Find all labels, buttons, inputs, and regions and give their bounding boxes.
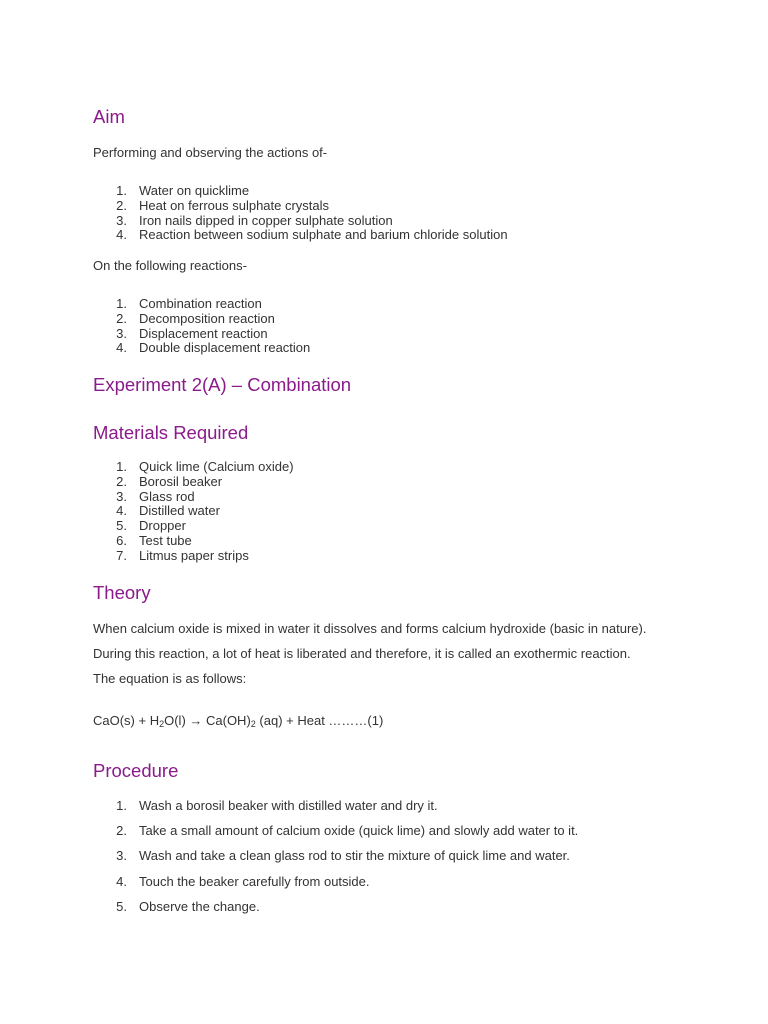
list-number: 5. <box>116 518 127 534</box>
aim-intro: Performing and observing the actions of- <box>93 145 328 160</box>
list-item-text: Double displacement reaction <box>139 340 311 356</box>
equation-part: O(l) → Ca(OH) <box>164 713 251 728</box>
list-number: 1. <box>116 798 127 813</box>
procedure-heading: Procedure <box>93 760 179 781</box>
list-number: 4. <box>116 873 127 889</box>
equation-subscript: 2 <box>159 719 165 729</box>
theory-heading: Theory <box>93 582 151 603</box>
list-item-text: Quick lime (Calcium oxide) <box>139 459 294 474</box>
list-number: 3. <box>116 848 127 864</box>
equation-part: CaO(s) + H <box>93 713 160 728</box>
list-item-text: Glass rod <box>139 488 195 504</box>
list-item-text: Touch the beaker carefully from outside. <box>139 873 370 889</box>
list-item-text: Observe the change. <box>139 898 260 914</box>
list-number: 1. <box>116 459 127 474</box>
list-number: 3. <box>116 488 127 504</box>
list-number: 2. <box>116 823 127 839</box>
list-item-text: Test tube <box>139 532 192 548</box>
list-item-text: Take a small amount of calcium oxide (quick lime) and slowly add water to it. <box>139 823 579 839</box>
list-item-text: Wash and take a clean glass rod to stir the mixture of quick lime and water. <box>139 848 570 864</box>
list-number: 2. <box>116 310 127 326</box>
theory-line: The equation is as follows: <box>93 671 247 686</box>
list-number: 2. <box>116 473 127 489</box>
list-number: 5. <box>116 898 127 914</box>
list-item-text: Borosil beaker <box>139 473 223 489</box>
list-item-text: Displacement reaction <box>139 325 268 341</box>
materials-heading: Materials Required <box>93 422 249 443</box>
reactions-intro: On the following reactions- <box>93 258 247 273</box>
equation-subscript: 2 <box>250 719 256 729</box>
list-number: 1. <box>116 296 127 311</box>
list-number: 6. <box>116 532 127 548</box>
equation-part: (aq) + Heat ………(1) <box>255 713 384 728</box>
theory-line: When calcium oxide is mixed in water it dissolves and forms calcium hydroxide (basic in nature). <box>93 621 647 636</box>
list-number: 4. <box>116 227 127 243</box>
list-number: 3. <box>116 325 127 341</box>
list-item-text: Combination reaction <box>139 296 262 311</box>
list-number: 7. <box>116 547 127 563</box>
chemical-equation <box>93 713 383 729</box>
aim-heading: Aim <box>93 106 125 127</box>
list-item-text: Distilled water <box>139 503 220 519</box>
list-item-text: Litmus paper strips <box>139 547 249 563</box>
list-item-text: Iron nails dipped in copper sulphate solution <box>139 212 393 228</box>
list-item-text: Water on quicklime <box>139 183 250 198</box>
list-item-text: Reaction between sodium sulphate and barium chloride solution <box>139 227 508 243</box>
experiment-heading: Experiment 2(A) – Combination <box>93 374 352 395</box>
list-number: 4. <box>116 340 127 356</box>
list-item-text: Heat on ferrous sulphate crystals <box>139 197 330 213</box>
list-number: 1. <box>116 183 127 198</box>
list-item-text: Decomposition reaction <box>139 310 275 326</box>
list-item-text: Dropper <box>139 518 186 534</box>
list-number: 4. <box>116 503 127 519</box>
list-number: 3. <box>116 212 127 228</box>
theory-line: During this reaction, a lot of heat is liberated and therefore, it is called an exothermic reaction. <box>93 646 631 661</box>
list-item-text: Wash a borosil beaker with distilled water and dry it. <box>139 798 438 813</box>
list-number: 2. <box>116 197 127 213</box>
